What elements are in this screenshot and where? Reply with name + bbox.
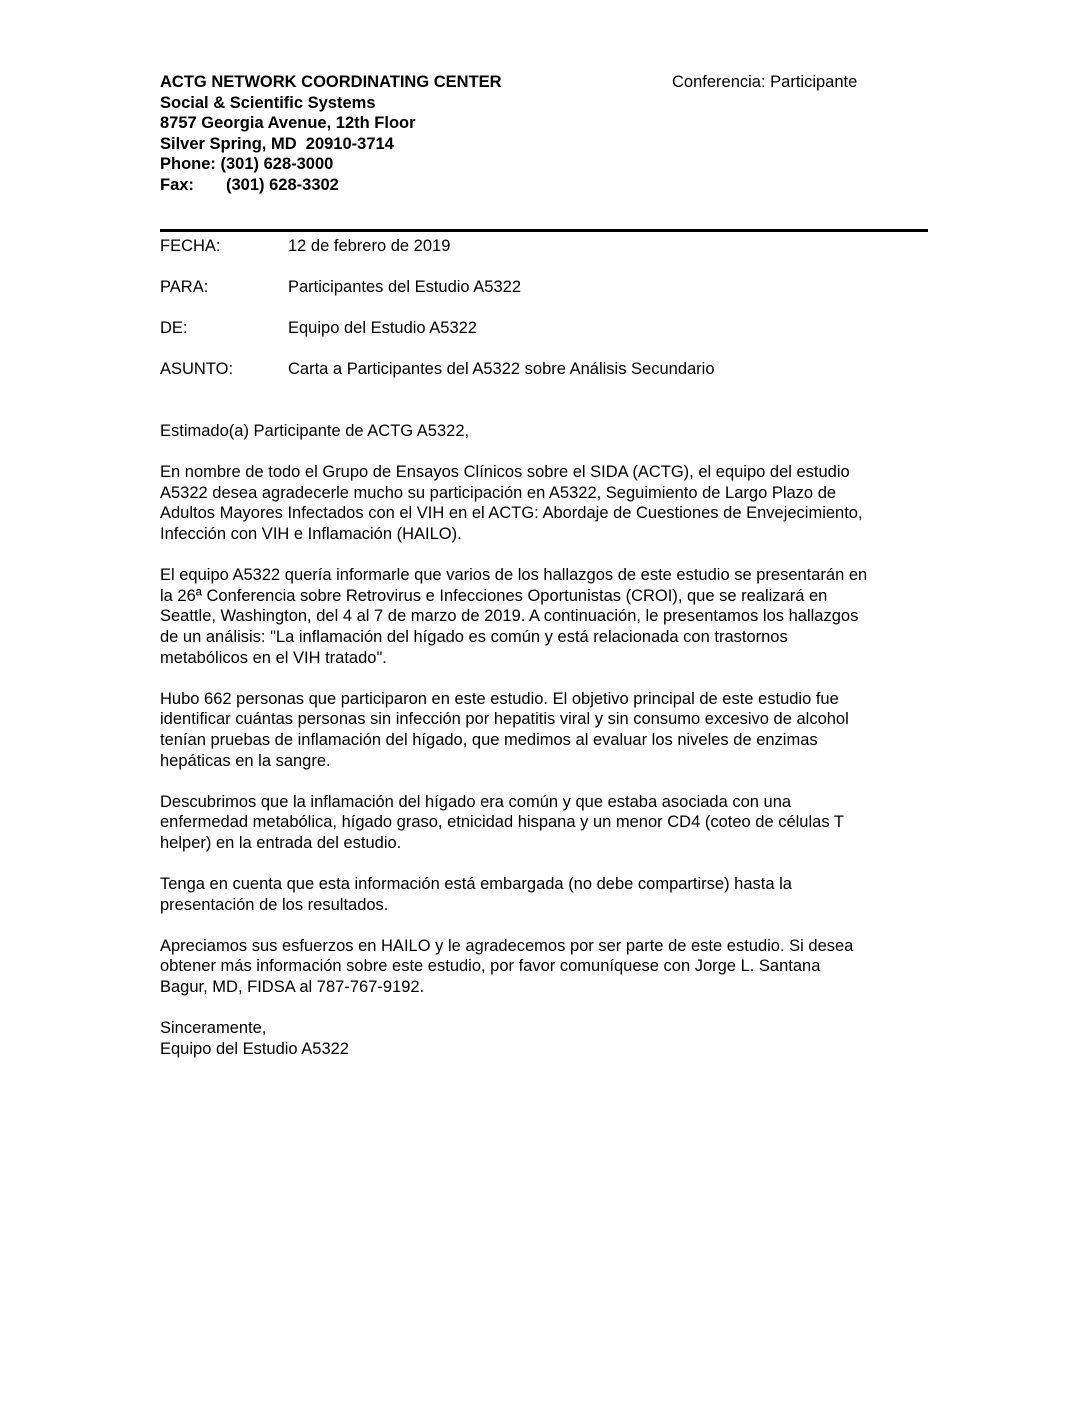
paragraph-conference — [160, 565, 928, 668]
text-line: En nombre de todo el Grupo de Ensayos Clínicos sobre el SIDA (ACTG), el equipo del estudio — [160, 463, 850, 482]
closing-block — [160, 1018, 928, 1059]
memo-value: Participantes del Estudio A5322 — [288, 278, 521, 296]
memo-label: DE: — [160, 319, 188, 337]
text-line: identificar cuántas personas sin infección por hepatitis viral y sin consumo excesivo de alcohol — [160, 710, 849, 729]
text-line: Hubo 662 personas que participaron en este estudio. El objetivo principal de este estudio fue — [160, 689, 839, 708]
text-line: presentación de los resultados. — [160, 895, 389, 914]
text-line: obtener más información sobre este estudio, por favor comuníquese con Jorge L. Santana — [160, 957, 821, 976]
memo-label: FECHA: — [160, 237, 221, 255]
text-line: Bagur, MD, FIDSA al 787-767-9192. — [160, 978, 425, 997]
text-line: la 26ª Conferencia sobre Retrovirus e Infecciones Oportunistas (CROI), que se realizará en — [160, 586, 828, 605]
memo-value: Equipo del Estudio A5322 — [288, 319, 477, 337]
closing: Sinceramente, — [160, 1019, 267, 1038]
memo-label: ASUNTO: — [160, 360, 234, 378]
text-line: metabólicos en el VIH tratado". — [160, 648, 387, 667]
text-line: El equipo A5322 quería informarle que varios de los hallazgos de este estudio se presentarán en — [160, 566, 868, 585]
memo-label: PARA: — [160, 278, 209, 296]
text-line: tenían pruebas de inflamación del hígado, que medimos al evaluar los niveles de enzimas — [160, 730, 818, 749]
organization-name: ACTG NETWORK COORDINATING CENTER — [160, 73, 502, 91]
text-line: enfermedad metabólica, hígado graso, etnicidad hispana y un menor CD4 (coteo de células T — [160, 813, 844, 832]
fax-number: Fax: (301) 628-3302 — [160, 175, 339, 194]
paragraph-findings — [160, 792, 928, 854]
company-name: Social & Scientific Systems — [160, 93, 376, 112]
memo-value: Carta a Participantes del A5322 sobre Análisis Secundario — [288, 360, 715, 378]
text-line: hepáticas en la sangre. — [160, 751, 331, 770]
text-line: Descubrimos que la inflamación del hígado era común y que estaba asociada con una — [160, 792, 792, 811]
paragraph-embargo — [160, 874, 928, 915]
header-divider — [160, 229, 928, 232]
phone-number: Phone: (301) 628-3000 — [160, 155, 334, 173]
paragraph-study-objective — [160, 689, 928, 771]
text-line: Apreciamos sus esfuerzos en HAILO y le agradecemos por ser parte de este estudio. Si desea — [160, 936, 854, 955]
salutation: Estimado(a) Participante de ACTG A5322, — [160, 422, 470, 440]
address-line-1: 8757 Georgia Avenue, 12th Floor — [160, 114, 416, 132]
signature: Equipo del Estudio A5322 — [160, 1039, 349, 1058]
text-line: de un análisis: "La inflamación del hígado es común y está relacionada con trastornos — [160, 627, 788, 646]
text-line: Seattle, Washington, del 4 al 7 de marzo de 2019. A continuación, le presentamos los hallazgos — [160, 607, 859, 626]
address-line-2: Silver Spring, MD 20910-3714 — [160, 134, 394, 153]
paragraph-intro — [160, 462, 928, 544]
letterhead — [160, 72, 502, 195]
text-line: Adultos Mayores Infectados con el VIH en el ACTG: Abordaje de Cuestiones de Envejecimiento, — [160, 504, 863, 523]
paragraph-contact — [160, 936, 928, 998]
letter-body — [160, 421, 928, 1080]
text-line: Infección con VIH e Inflamación (HAILO). — [160, 524, 462, 543]
text-line: helper) en la entrada del estudio. — [160, 833, 402, 852]
text-line: Tenga en cuenta que esta información está embargada (no debe compartirse) hasta la — [160, 875, 792, 894]
text-line: A5322 desea agradecerle mucho su participación en A5322, Seguimiento de Largo Plazo de — [160, 483, 837, 502]
memo-value: 12 de febrero de 2019 — [288, 237, 451, 255]
conference-label: Conferencia: Participante — [672, 73, 858, 91]
